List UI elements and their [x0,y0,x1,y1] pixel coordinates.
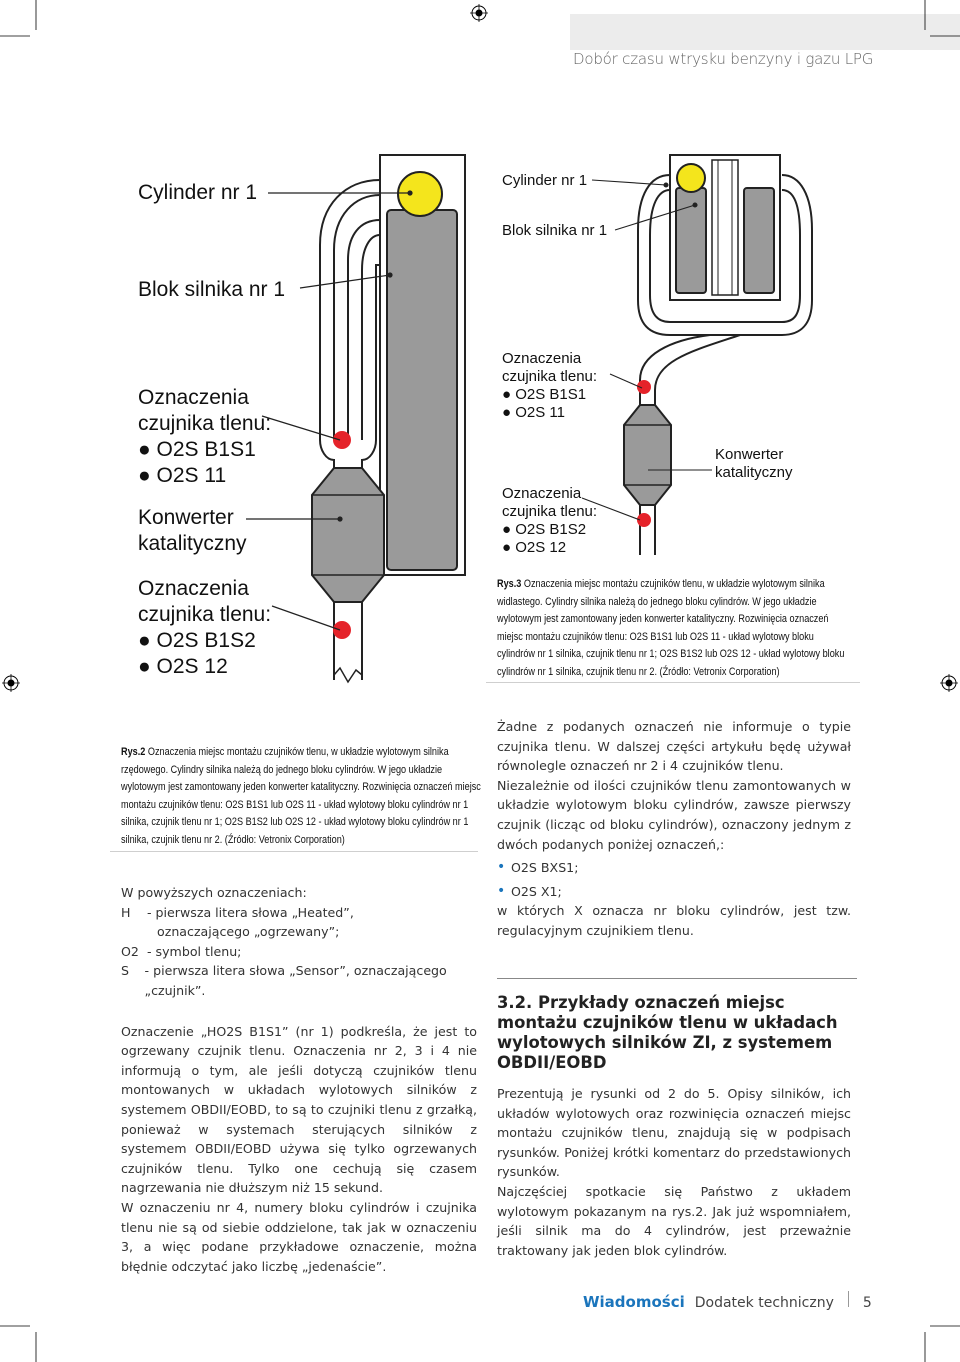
section-heading: 3.2. Przykłady oznaczeń miejsc montażu czujników tlenu w układach wylotowych silników ZI, z systemem OBDII/EOBD [497,993,838,1072]
definitions-intro: W powyższych oznaczeniach: [121,885,307,900]
label-sensor-2-v-code-a-text: O2S B1S2 [515,521,587,538]
label-sensor-1-v-code-a-text: O2S B1S1 [515,386,587,403]
list-item [497,858,851,878]
label-sensor-1-v-code-b-text: O2S 11 [515,404,565,421]
label-sensor-1-subheading: czujnika tlenu: [138,412,272,435]
definition-row [121,961,477,1000]
footer [583,1291,872,1311]
list-item-text: O2S BXS1; [511,860,579,876]
definition-key: S [121,963,129,979]
label-sensor-2-v-code-b: ● O2S 12 [502,539,567,556]
figure-2-caption-label: Rys.2 [121,746,146,758]
label-engine-block-1-v: Blok silnika nr 1 [502,222,608,239]
label-sensor-2-v-heading: Oznaczenia [502,485,582,502]
right-column [497,717,851,941]
figure-3-caption-label: Rys.3 [497,578,522,590]
definition-key: H [121,904,131,920]
label-sensor-1-v-subheading: czujnika tlenu: [502,368,598,385]
right-paragraph-2: Niezależnie od ilości czujników tlenu zamontowanych w układzie wylotowym bloku cylindrów, zawsze pierwszy czujnik (licząc od bloku cylindrów), oznaczony jednym z dwóch podanych poniżej oznaczeń,: [497,777,851,852]
definition-value: - symbol tlenu; [147,943,242,959]
label-sensor-1-v-group [502,350,597,422]
list-item-text: O2S X1; [511,883,562,899]
label-sensor-2-subheading: czujnika tlenu: [138,603,272,626]
figure-2-divider [110,851,478,852]
section-divider [497,978,857,979]
right-paragraph-3: w których X oznacza nr bloku cylindrów, jest tzw. regulacyjnym czujnikiem tlenu. [497,903,851,938]
left-column [121,883,477,1276]
label-sensor-1-v-heading: Oznaczenia [502,350,582,367]
figure-3-caption [497,576,850,681]
label-sensor-1-v-code-b: ● O2S 11 [502,404,565,421]
definition-value: - pierwsza litera słowa „Heated”, [147,904,354,920]
page-number: 5 [862,1295,872,1311]
label-sensor-1-group [138,385,271,489]
registration-mark-icon [940,674,958,692]
definition-row [121,942,477,962]
label-sensor-2-code-a: ● O2S B1S2 [138,629,256,652]
label-converter-v-group [715,446,793,482]
label-cylinder-1-v: Cylinder nr 1 [502,172,588,189]
left-paragraph-2: W oznaczeniu nr 4, numery bloku cylindrów i czujnika tlenu nie są od siebie oddzielone, tak jak w oznaczeniu 3, a więc podane przykładowe oznaczenie, można błędnie odczytać jako liczbę „jedenaście”. [121,1199,477,1274]
label-sensor-2-v-code-a: ● O2S B1S2 [502,521,587,538]
definition-key [121,922,157,942]
definition-key: O2 [121,943,139,959]
definition-value: oznaczającego „ogrzewany”; [157,924,340,940]
label-converter-line1: Konwerter [138,506,234,529]
bullet-icon: • [497,859,506,876]
label-sensor-2-v-code-b-text: O2S 12 [515,539,567,556]
figure-2-caption [121,744,481,849]
figure-3-divider [486,682,860,683]
page-header-title: Dobór czasu wtrysku benzyny i gazu LPG [573,50,874,68]
label-sensor-1-code-a: ● O2S B1S1 [138,438,256,461]
right-column-lower [497,1084,851,1260]
label-sensor-2-group [138,576,271,680]
label-engine-block-1: Blok silnika nr 1 [138,278,286,301]
label-sensor-2-heading: Oznaczenia [138,577,249,600]
footer-section: Dodatek techniczny [694,1295,834,1311]
right-paragraph-4: Prezentują je rysunki od 2 do 5. Opisy silników, ich układów wylotowych oraz rozwinięcia oznaczeń miejsc montażu czujników tlenu, znajdują się w podpisach rysunków. Poniżej krótki komentarz do przedstawionych rysunków. [497,1086,851,1180]
definition-row [121,903,477,923]
label-cylinder-1: Cylinder nr 1 [138,181,258,204]
definition-value: - pierwsza litera słowa „Sensor”, oznaczającego „czujnik”. [144,963,447,998]
footer-separator [848,1291,849,1307]
definition-row [121,922,477,942]
figure-2-caption-text: Oznaczenia miejsc montażu czujników tlenu, w układzie wylotowym silnika rzędowego. Cylindry silnika należą do jednego bloku cylindrów. W jego układzie wylotowym jest zamontowany jeden konwerter katalityczny. Rozwinięcia oznaczeń miejsc montażu czujników tlenu: O2S B1S1 lub O2S 11 - układ wylotowy bloku cylindrów nr 1 silnika, czujnik tlenu nr 1; O2S B1S2 lub O2S 12 - układ wylotowy bloku cylindrów nr 1 silnika, czujnik tlenu nr 2. (Źródło: Vetronix Corporation) [121,746,481,846]
right-paragraph-1: Żadne z podanych oznaczeń nie informuje o typie czujnika tlenu. W dalszej części artykułu będę używał równolegle oznaczeń nr 2 i 4 czujników tlenu. [497,719,851,774]
figure-3-caption-text: Oznaczenia miejsc montażu czujników tlenu, w układzie wylotowym silnika widlastego. Cylindry silnika należą do jednego bloku cylindrów. W jego układzie wylotowym jest zamontowany jeden konwerter katalityczny. Rozwinięcia oznaczeń miejsc montażu czujników tlenu: O2S B1S1 lub O2S 11 - układ wylotowy bloku cylindrów nr 1 silnika, czujnik tlenu nr 1; O2S B1S2 lub O2S 12 - układ wylotowy bloku cylindrów nr 1 silnika, czujnik tlenu nr 2. (Źródło: Vetronix Corporation) [497,578,845,678]
label-sensor-2-code-a-text: O2S B1S2 [156,629,256,652]
label-sensor-1-code-a-text: O2S B1S1 [156,438,256,461]
label-sensor-2-v-subheading: czujnika tlenu: [502,503,598,520]
label-sensor-1-v-code-a: ● O2S B1S1 [502,386,587,403]
label-converter-group [138,505,247,557]
label-sensor-1-code-b-text: O2S 11 [156,464,227,487]
left-paragraph-1: Oznaczenie „HO2S B1S1” (nr 1) podkreśla, że jest to ogrzewany czujnik tlenu. Oznaczenia nr 2, 3 i 4 nie informują o tym, ale jeśli dotyczą czujników tlenu montowanych w układach wylotowych silników z systemem OBDII/EOBD, to są to czujniki tlenu z grzałką, ponieważ w systemach sterujących silników z systemem OBDII/EOBD używa się tylko ogrzewanych czujników tlenu. Tylko one cechują się czasem nagrzewania nie dłuższym niż 15 sekund. [121,1023,477,1196]
label-converter-v-line2: katalityczny [715,464,793,481]
label-sensor-1-code-b: ● O2S 11 [138,464,227,487]
label-sensor-2-v-group [502,485,597,557]
label-converter-line2: katalityczny [138,532,247,555]
list-item [497,882,851,902]
bullet-icon: • [497,882,506,899]
right-paragraph-5: Najczęściej spotkacie się Państwo z układem wylotowym pokazanym na rys.2. Jak już wspomniałem, jeśli silnik ma do 4 cylindrów, jest przeważnie traktowany jak jeden blok cylindrów. [497,1183,851,1258]
label-sensor-1-heading: Oznaczenia [138,386,249,409]
label-converter-v-line1: Konwerter [715,446,784,463]
crop-marks-bottom [0,1322,960,1362]
label-sensor-2-code-b: ● O2S 12 [138,655,228,678]
label-sensor-2-code-b-text: O2S 12 [156,655,228,678]
footer-brand: Wiadomości [583,1293,685,1311]
